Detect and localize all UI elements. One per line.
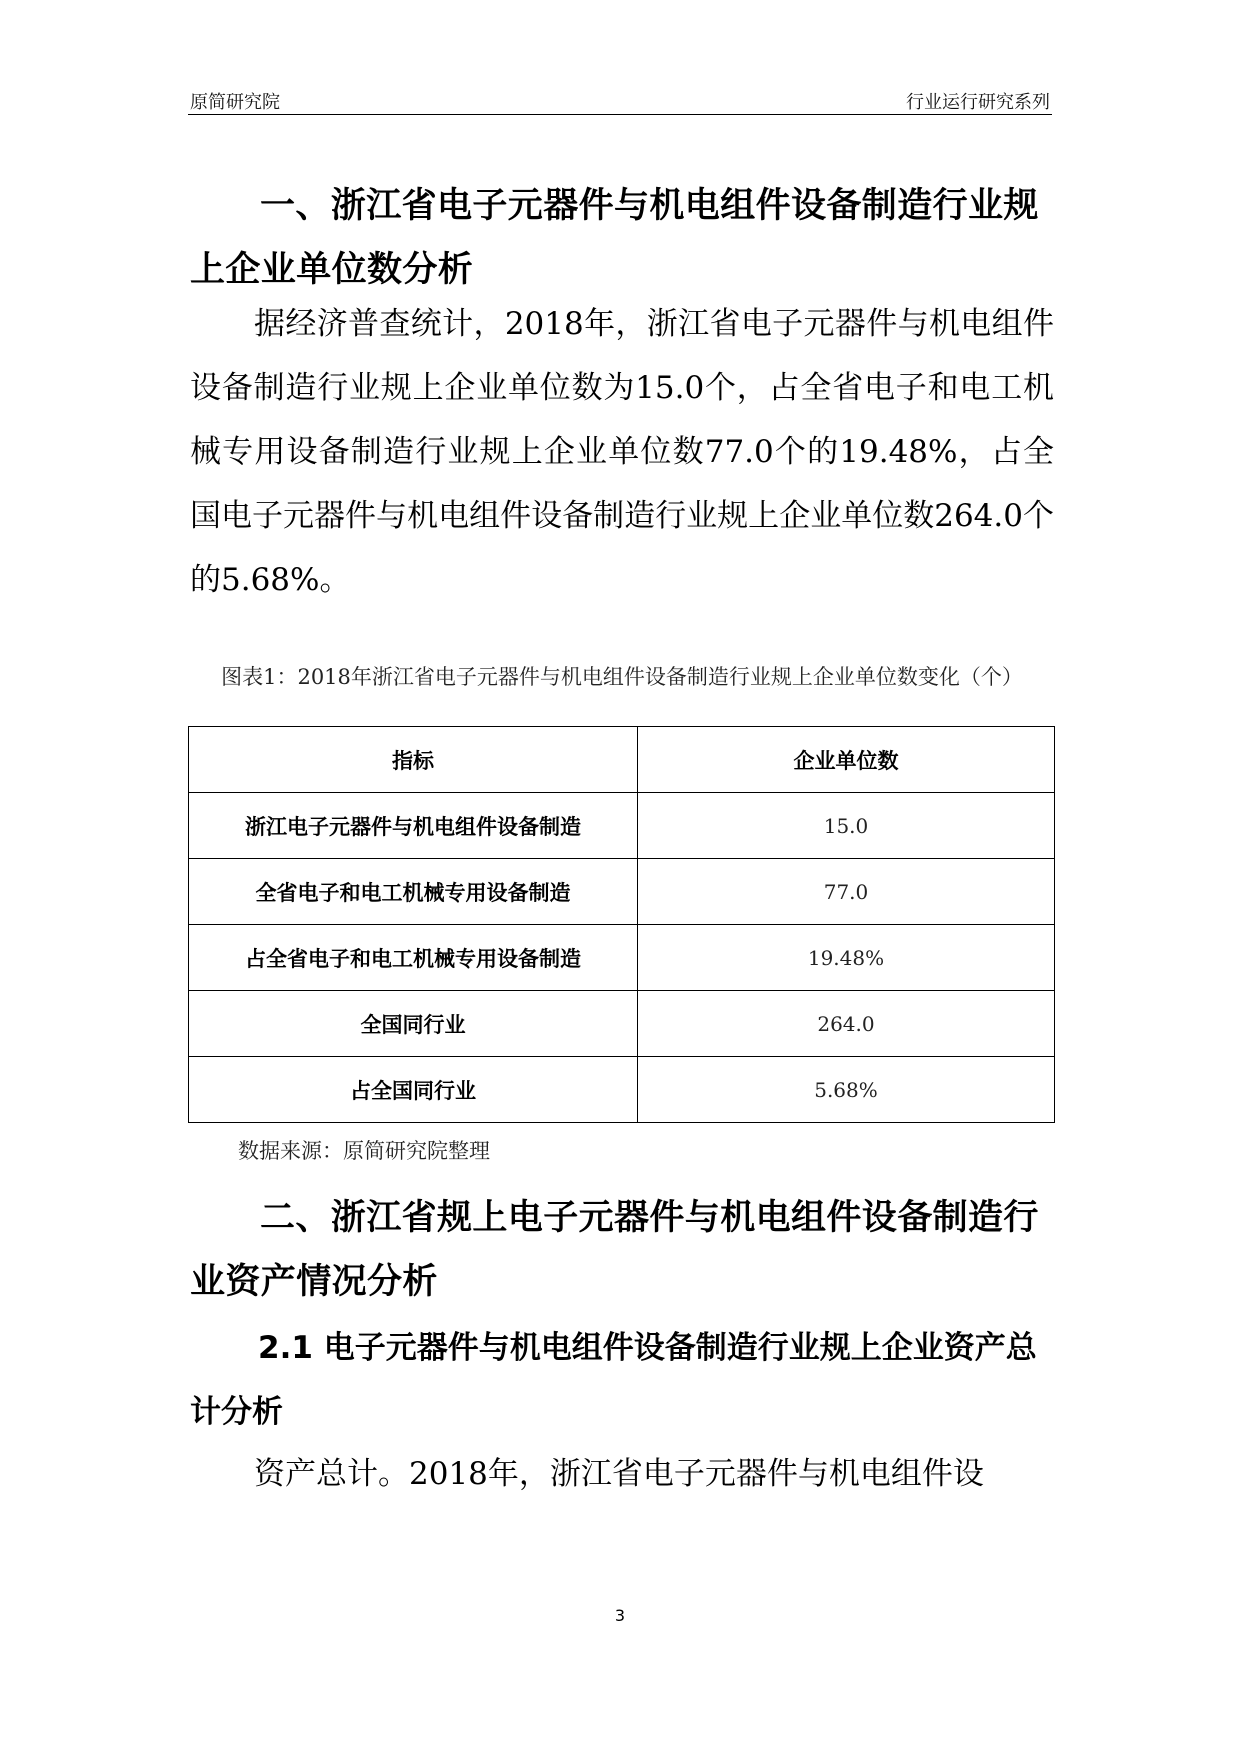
row-label: 占全国同行业 [189,1057,638,1123]
section2-paragraph: 资产总计。2018年，浙江省电子元器件与机电组件设 [254,1456,984,1492]
section2-1-subheading: 2.1 电子元器件与机电组件设备制造行业规上企业资产总计分析 [190,1330,1037,1430]
section1-heading: 一、浙江省电子元器件与机电组件设备制造行业规上企业单位数分析 [190,186,1039,290]
section1-paragraph: 据经济普查统计，2018年，浙江省电子元器件与机电组件设备制造行业规上企业单位数为15.0个，占全省电子和电工机械专用设备制造行业规上企业单位数77.0个的19.48%，占全国电子元器件与机电组件设备制造行业规上企业单位数264.0个的5.68%。 [190,306,1054,598]
table-header-row [189,727,1055,793]
header-series-name: 行业运行研究系列 [906,92,1050,113]
row-label: 全省电子和电工机械专用设备制造 [189,859,638,925]
row-label: 浙江电子元器件与机电组件设备制造 [189,793,638,859]
table-row [189,925,1055,991]
row-value: 264.0 [638,991,1055,1057]
page-number: 3 [614,1606,626,1625]
column-header-unit-count: 企业单位数 [638,727,1055,793]
row-label: 全国同行业 [189,991,638,1057]
column-header-indicator: 指标 [189,727,638,793]
table-row [189,793,1055,859]
table-row [189,1057,1055,1123]
row-value: 5.68% [638,1057,1055,1123]
unit-count-table [188,726,1055,1123]
row-value: 77.0 [638,859,1055,925]
table-row [189,991,1055,1057]
row-label: 占全省电子和电工机械专用设备制造 [189,925,638,991]
row-value: 15.0 [638,793,1055,859]
table1-caption: 图表1：2018年浙江省电子元器件与机电组件设备制造行业规上企业单位数变化（个） [221,665,1023,689]
header-org-name: 原简研究院 [190,92,280,113]
table1-source-note: 数据来源：原简研究院整理 [238,1139,490,1163]
row-value: 19.48% [638,925,1055,991]
header-divider [188,114,1052,115]
table-row [189,859,1055,925]
section2-heading: 二、浙江省规上电子元器件与机电组件设备制造行业资产情况分析 [190,1198,1039,1302]
